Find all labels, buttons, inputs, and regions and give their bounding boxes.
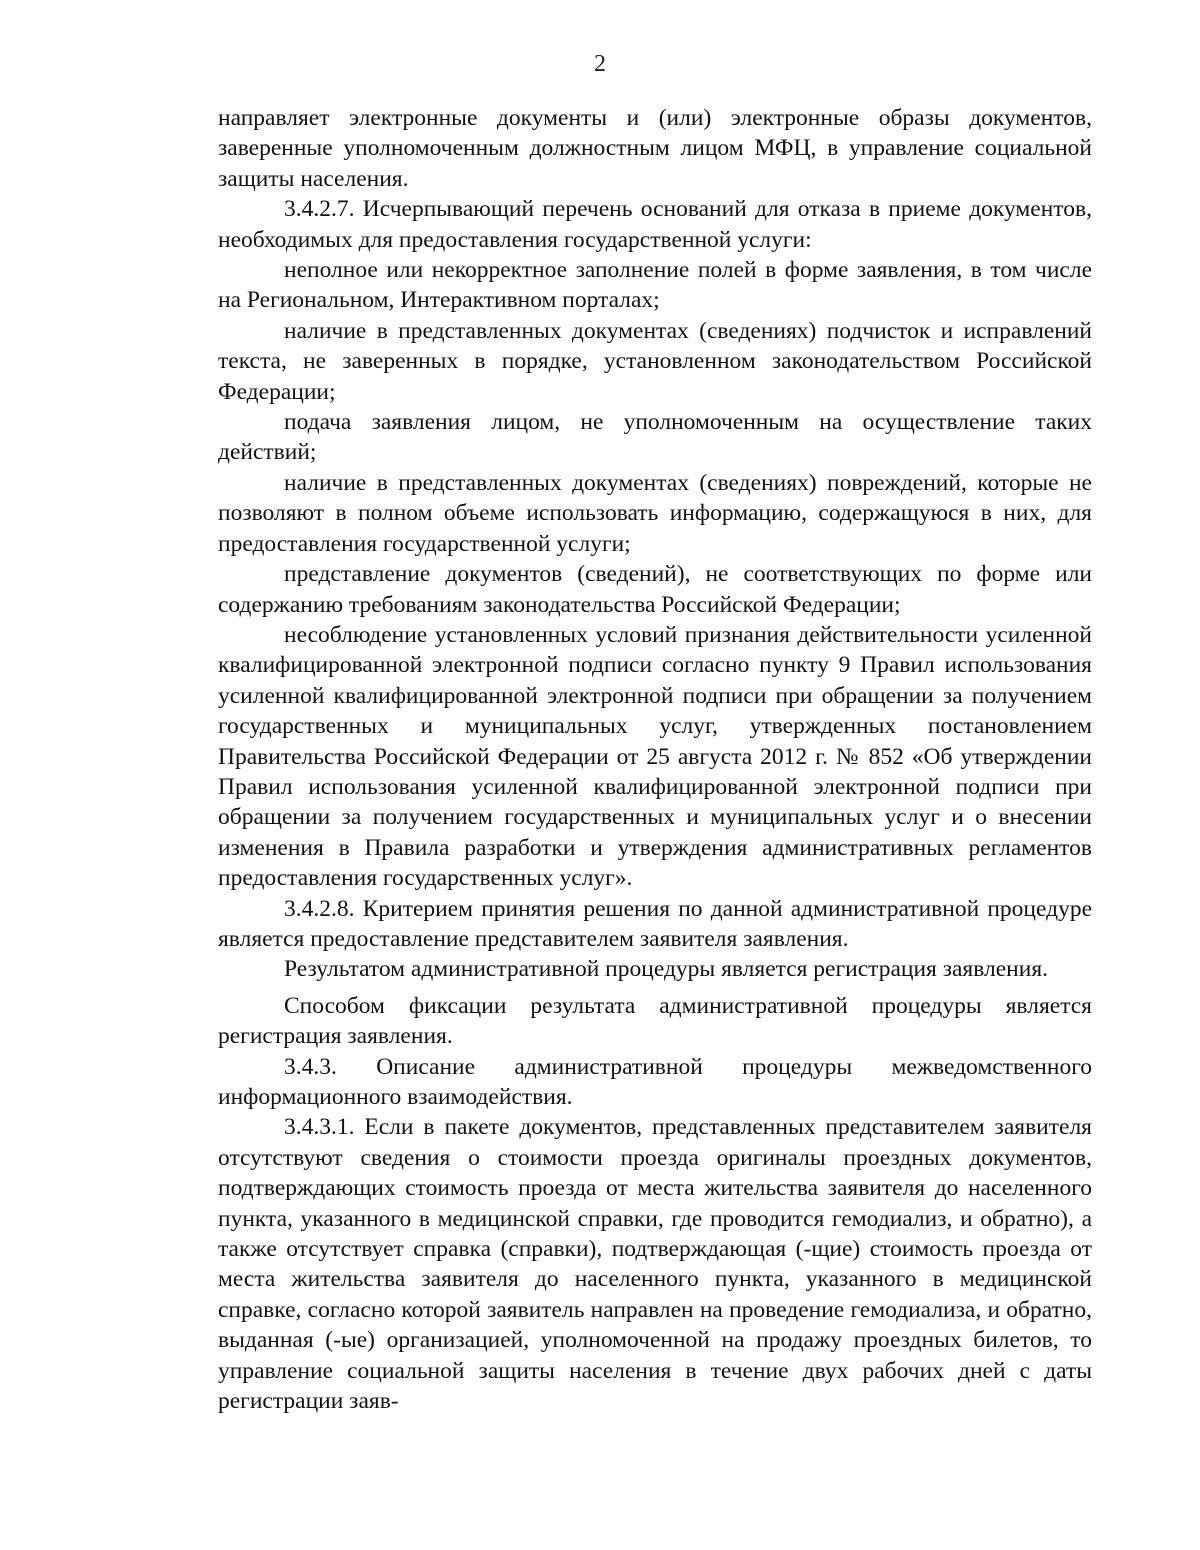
paragraph: несоблюдение установленных условий признания действительности усиленной квалифицированной электронной подписи согласно пункту 9 Правил использования усиленной квалифицированной электронной подписи при обращении за получением государственных и муниципальных услуг, утвержденных постановлением Правительства Российской Федерации от 25 августа 2012 г. № 852 «Об утверждении Правил использования усиленной квалифицированной электронной подписи при обращении за получением государственных и муниципальных услуг и о внесении изменения в Правила разработки и утверждения административных регламентов предоставления государственных услуг». bbox=[218, 621, 1092, 892]
document-body bbox=[218, 103, 1092, 1416]
paragraph: направляет электронные документы и (или) электронные образы документов, заверенные уполномоченным должностным лицом МФЦ, в управление социальной защиты населения. bbox=[218, 105, 1092, 192]
paragraph: 3.4.2.7. Исчерпывающий перечень оснований для отказа в приеме документов, необходимых для предоставления государственной услуги: bbox=[218, 196, 1092, 253]
paragraph: наличие в представленных документах (сведениях) повреждений, которые не позволяют в полном объеме использовать информацию, содержащуюся в них, для предоставления государственной услуги; bbox=[218, 469, 1092, 557]
paragraph: неполное или некорректное заполнение полей в форме заявления, в том числе на Региональном, Интерактивном порталах; bbox=[218, 257, 1092, 314]
paragraph: наличие в представленных документах (сведениях) подчисток и исправлений текста, не заверенных в порядке, установленном законодательством Российской Федерации; bbox=[218, 317, 1092, 405]
page-number: 2 bbox=[594, 51, 606, 77]
paragraph: представление документов (сведений), не соответствующих по форме или содержанию требованиям законодательства Российской Федерации; bbox=[218, 561, 1092, 618]
paragraph: 3.4.3.1. Если в пакете документов, представленных представителем заявителя отсутствуют сведения о стоимости проезда оригиналы проездных документов, подтверждающих стоимость проезда от места жительства заявителя до населенного пункта, указанного в медицинской справки, где проводится гемодиализ, и обратно), а также отсутствует справка (справки), подтверждающая (-щие) стоимость проезда от места жительства заявителя до населенного пункта, указанного в медицинской справке, согласно которой заявитель направлен на проведение гемодиализа, и обратно, выданная (-ые) организацией, уполномоченной на продажу проездных билетов, то управление социальной защиты населения в течение двух рабочих дней с даты регистрации заяв- bbox=[218, 1114, 1092, 1415]
paragraph: Результатом административной процедуры является регистрация заявления. bbox=[284, 956, 1049, 983]
paragraph: Способом фиксации результата административной процедуры является регистрация заявления. bbox=[218, 992, 1092, 1050]
paragraph: 3.4.3. Описание административной процедуры межведомственного информационного взаимодействия. bbox=[218, 1053, 1092, 1110]
paragraph: 3.4.2.8. Критерием принятия решения по данной административной процедуре является предоставление представителем заявителя заявления. bbox=[218, 895, 1092, 952]
paragraph: подача заявления лицом, не уполномоченным на осуществление таких действий; bbox=[218, 409, 1092, 466]
